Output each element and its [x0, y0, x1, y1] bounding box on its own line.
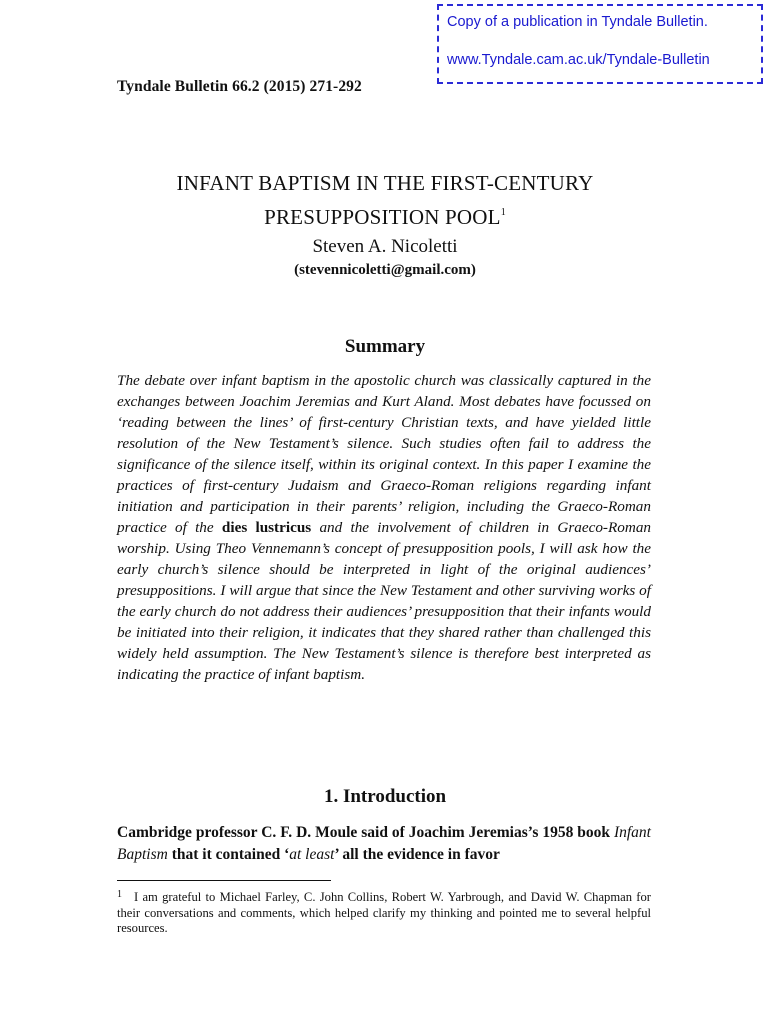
author-name: Steven A. Nicoletti [312, 236, 458, 257]
publication-url[interactable]: www.Tyndale.cam.ac.uk/Tyndale-Bulletin [447, 52, 710, 68]
publication-notice-text: Copy of a publication in Tyndale Bulletin. [447, 14, 708, 30]
title-footnote-marker[interactable]: 1 [500, 207, 506, 218]
journal-citation: Tyndale Bulletin 66.2 (2015) 271-292 [117, 78, 362, 95]
title-line-1: INFANT BAPTISM IN THE FIRST-CENTURY [176, 171, 594, 195]
summary-text-part-2: and the involvement of children in Graeco-Roman worship. Using Theo Vennemann’s concept of presupposition pools, I will ask how the early church’s silence should be interpreted in light of the original audiences’ presuppositions. I will argue that since the New Testament and other surviving works of the early church do not address their audiences’ presupposition that their infants would be initiated into their religion, it indicates that they shared rather than challenged this widely held assumption. The New Testament’s silence is therefore best interpreted as indicating the practice of infant baptism. [117, 519, 652, 683]
intro-text-part-1: Cambridge professor C. F. D. Moule said of Joachim Jeremias’s 1958 book [117, 824, 614, 841]
summary-heading: Summary [344, 336, 426, 357]
intro-book-title: Infant Baptism [117, 824, 651, 863]
introduction-heading: 1. Introduction [323, 786, 447, 807]
introduction-text [117, 822, 651, 866]
intro-text-part-3: ’ all the evidence in favor [334, 846, 500, 863]
summary-text [117, 370, 651, 685]
publication-notice-box [437, 4, 763, 84]
intro-emphasis: at least [289, 846, 335, 863]
title-line-2 [100, 198, 670, 232]
footnote-text: I am grateful to Michael Farley, C. John Collins, Robert W. Yarbrough, and David W. Chapman for their conversations and comments, which helped clarify my thinking and pointed me to several helpful resources. [117, 890, 651, 935]
title-line-2-text: PRESUPPOSITION POOL [264, 205, 501, 229]
footnote-number: 1 [117, 889, 122, 900]
author-email[interactable]: (stevennicoletti@gmail.com) [294, 262, 476, 278]
summary-text-part-1: The debate over infant baptism in the apostolic church was classically captured in the exchanges between Joachim Jeremias and Kurt Aland. Most debates have focussed on ‘reading between the lines’ of first-century Christian texts, and have yielded little resolution of the New Testament’s silence. Such studies often fail to address the significance of the silence itself, within its original context. In this paper I examine the practices of first-century Judaism and Graeco-Roman religions regarding infant initiation and participation in their parents’ religion, including the Graeco-Roman practice of the [117, 372, 651, 536]
intro-text-part-2: that it contained ‘ [167, 846, 290, 863]
footnote [117, 887, 651, 937]
article-title [100, 168, 670, 232]
summary-term: dies lustricus [221, 519, 312, 536]
footnote-divider [117, 880, 331, 881]
